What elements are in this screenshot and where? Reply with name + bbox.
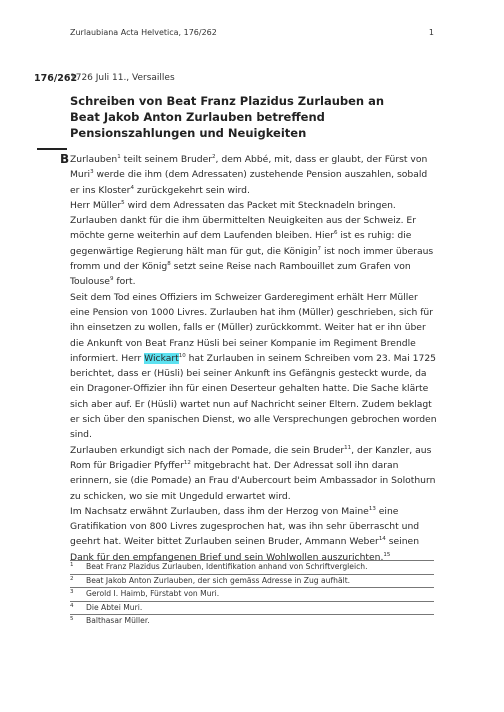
footnote-ref[interactable]: 8 (167, 261, 171, 268)
page-number: 1 (428, 28, 434, 37)
text: ist noch immer überaus fromm und der König (70, 245, 434, 273)
footnote-ref[interactable]: 1 (117, 154, 121, 160)
footnote-number: 3 (70, 589, 74, 595)
running-header (70, 28, 434, 42)
paragraph-3 (70, 290, 438, 443)
text: teilt seinem Bruder (120, 154, 213, 165)
footnote-item (70, 614, 434, 628)
text: zurückgekehrt sein wird. (133, 184, 250, 196)
footnote-number: 1 (70, 562, 74, 568)
header-title: Zurlaubiana Acta Helvetica, 176/262 (70, 28, 217, 37)
section-label: B (60, 152, 70, 166)
text: fort. (113, 276, 136, 288)
text: eine Gratifikation von 800 Livres zugesprochen hat, was ihn sehr überrascht und geehrt hat. Weiter bittet Zurlauben seinen Bruder, Ammann Weber (70, 505, 420, 548)
footnote-ref[interactable]: 11 (344, 444, 352, 451)
footnote-number: 2 (70, 575, 74, 582)
highlighted-name[interactable]: Wickart (144, 352, 179, 364)
footnote-number: 5 (70, 616, 74, 622)
text: Zurlauben (70, 154, 118, 165)
footnote-text: Gerold I. Haimb, Fürstabt von Muri. (86, 589, 220, 598)
paragraph-5 (70, 504, 438, 565)
footnotes (70, 560, 434, 628)
footnote-item (70, 587, 434, 601)
footnote-ref[interactable]: 2 (212, 154, 216, 160)
footnote-ref[interactable]: 3 (90, 169, 94, 176)
text: seinen Dank für den empfangenen Brief und sein Wohlwollen auszurichten. (70, 536, 420, 563)
footnote-text: Beat Jakob Anton Zurlauben, der sich gemäss Adresse in Zug aufhält. (86, 575, 351, 585)
paragraph-2 (70, 198, 438, 290)
footnote-text: Die Abtei Muri. (86, 602, 143, 612)
text: ist es ruhig: die gegenwärtige Regierung hält man für gut, die Königin (70, 230, 412, 257)
footnote-ref[interactable]: 12 (183, 459, 191, 466)
paragraph-1 (70, 152, 438, 198)
footnote-ref[interactable]: 13 (368, 505, 376, 512)
text: setzt seine Reise nach Rambouillet zum Grafen von Toulouse (70, 261, 411, 288)
paragraph-4 (70, 443, 438, 504)
footnote-text: Balthasar Müller. (86, 616, 150, 625)
footnote-ref[interactable]: 6 (333, 230, 338, 237)
text: Im Nachsatz erwähnt Zurlauben, dass ihm der Herzog von Maine (70, 505, 369, 517)
text: werde die ihm (dem Adressaten) zustehende Pension auszahlen, sobald er ins Kloster (70, 169, 428, 196)
text: mitgebracht hat. Der Adressat soll ihn daran erinnern, sie (die Pomade) an Frau d'Aubercourt beim Ambassador in Solothurn zu schicken, wo sie mit Ungeduld erwartet wird. (70, 459, 436, 502)
footnote-item (70, 574, 434, 588)
footnote-ref[interactable]: 7 (317, 245, 322, 252)
footnote-text: Beat Franz Plazidus Zurlauben, Identifikation anhand von Schriftvergleich. (86, 562, 368, 571)
text: hat Zurlauben in seinem Schreiben vom 23. Mai 1725 berichtet, dass er (Hüsli) bei seiner Ankunft ins Gefängnis gesteckt wurde, da ein Dragoner-Offizier ihn für einen Deserteur gehalten hatte. Die Sache klärte sich aber auf. Er (Hüsli) wartet nun auf Nachricht seiner Eltern. Zudem beklagt er sich über den spanischen Dienst, wo alle Versprechungen gebrochen worden sind. (70, 352, 437, 441)
footnote-ref[interactable]: 5 (121, 199, 125, 206)
footnote-ref[interactable]: 4 (130, 184, 134, 191)
footnote-ref[interactable]: 15 (383, 551, 391, 558)
text: Zurlauben erkundigt sich nach der Pomade, die sein Bruder (70, 444, 345, 456)
document-title: Schreiben von Beat Franz Plazidus Zurlauben an Beat Jakob Anton Zurlauben betreffend Pensionszahlungen und Neuigkeiten (70, 94, 385, 140)
section-rule (37, 148, 67, 150)
footnote-item (70, 560, 434, 574)
text: Seit dem Tod eines Offiziers im Schweizer Garderegiment erhält Herr Müller eine Pension von 1000 Livres. Zurlauben hat ihm (Müller) geschrieben, sich für ihn einsetzen zu wollen, falls er (Müller) zurückkommt. Weiter hat er ihn über die Ankunft von Beat Franz Hüsli bei seiner Kompanie im Regiment Brendle informiert. Herr (70, 291, 434, 364)
document-date-place: 1726 Juli 11., Versailles (70, 73, 175, 83)
text: wird dem Adressaten das Packet mit Stecknadeln bringen. Zurlauben dankt für die ihm übermittelten Neuigkeiten aus der Schweiz. Er möchte gerne weiterhin auf dem Laufenden bleiben. Hier (70, 199, 416, 242)
footnote-ref[interactable]: 10 (178, 352, 186, 359)
text: , der Kanzler, aus Rom für Brigadier Pfyffer (70, 444, 432, 471)
footnote-ref[interactable]: 9 (109, 276, 114, 283)
footnote-ref[interactable]: 14 (378, 536, 386, 543)
footnote-number: 4 (70, 602, 74, 609)
document-number: 176/262 (34, 73, 78, 84)
text: , dem Abbé, mit, dass er glaubt, der Fürst von Muri (70, 154, 428, 181)
footnote-item (70, 601, 434, 615)
text: Herr Müller (70, 199, 122, 211)
document-body (70, 152, 438, 565)
